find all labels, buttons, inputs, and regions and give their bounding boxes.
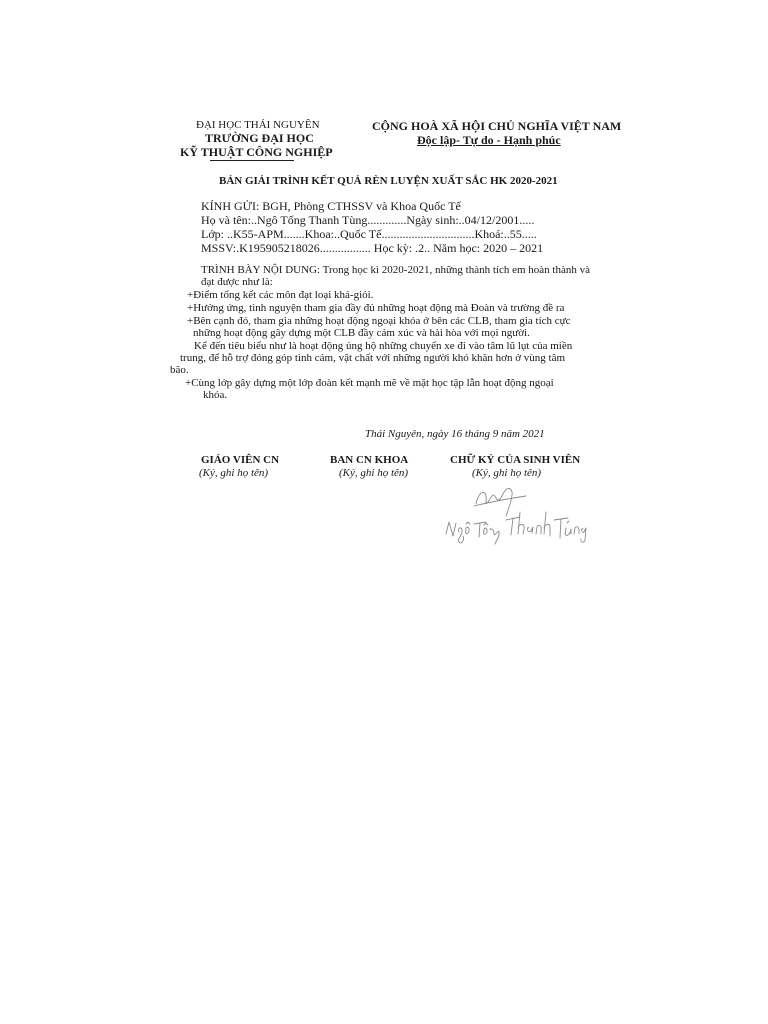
date-place-line: Thái Nguyên, ngày 16 tháng 9 năm 2021 [365, 428, 545, 440]
content-item-5-line2: khóa. [203, 389, 228, 401]
student-signature-title: CHỮ KÝ CỦA SINH VIÊN [450, 454, 581, 466]
student-handwritten-signature [440, 482, 590, 554]
national-title: CỘNG HOÀ XÃ HỘI CHỦ NGHĨA VIỆT NAM [372, 119, 622, 133]
header-left-underline [210, 160, 294, 161]
content-item-4-line3: bão. [170, 364, 189, 376]
content-intro-line1: TRÌNH BÀY NỘI DUNG: Trong học kì 2020-2021, những thành tích em hoàn thành và [201, 264, 590, 276]
content-intro-line2: đạt được như là: [201, 276, 273, 288]
content-item-5-line1: +Cùng lớp gây dựng một lớp đoàn kết mạnh mẽ về mặt học tập lẫn hoạt động ngoại [185, 377, 554, 389]
faculty-signature-title: BAN CN KHOA [330, 454, 409, 466]
national-motto: Độc lập- Tự do - Hạnh phúc [417, 133, 561, 147]
faculty-signature-note: (Ký, ghi họ tên) [339, 467, 409, 479]
class-line: Lớp: ..K55-APM.......Khoa:..Quốc Tế...............................Khoá:..55..... [201, 227, 537, 241]
student-signature-note: (Ký, ghi họ tên) [472, 467, 542, 479]
teacher-signature-title: GIÁO VIÊN CN [201, 454, 280, 466]
university-name: ĐẠI HỌC THÁI NGUYÊN [196, 119, 320, 131]
content-item-3-line1: +Bên cạnh đó, tham gia những hoạt động ngoại khóa ở bên các CLB, tham gia tích cực [187, 315, 571, 327]
content-item-1: +Điểm tổng kết các môn đạt loại khá-giỏi. [187, 289, 374, 301]
school-name-line1: TRƯỜNG ĐẠI HỌC [205, 131, 314, 145]
document-title: BẢN GIẢI TRÌNH KẾT QUẢ RÈN LUYỆN XUẤT SẮC HK 2020-2021 [219, 175, 558, 187]
content-item-4-line1: Kể đến tiêu biểu như là hoạt động ủng hộ những chuyến xe đi vào tâm lũ lụt của miền [194, 340, 573, 352]
content-item-4-line2: trung, để hỗ trợ đóng góp tình cảm, vật chất với những người khó khăn hơn ở vùng tâm [180, 352, 566, 364]
recipient-line: KÍNH GỬI: BGH, Phòng CTHSSV và Khoa Quốc Tế [201, 199, 461, 213]
mssv-line: MSSV:.K195905218026................. Học kỳ: .2.. Năm học: 2020 – 2021 [201, 241, 544, 255]
name-dob-line: Họ và tên:..Ngô Tống Thanh Tùng.............Ngày sinh:..04/12/2001..... [201, 213, 535, 227]
school-name-line2: KỸ THUẬT CÔNG NGHIỆP [180, 145, 333, 159]
teacher-signature-note: (Ký, ghi họ tên) [199, 467, 269, 479]
content-item-2: +Hưởng ứng, tình nguyện tham gia đầy đủ những hoạt động mà Đoàn và trường đề ra [187, 302, 565, 314]
content-item-3-line2: những hoạt động gây dựng một CLB đầy cảm xúc và hài hòa với mọi người. [193, 327, 530, 339]
